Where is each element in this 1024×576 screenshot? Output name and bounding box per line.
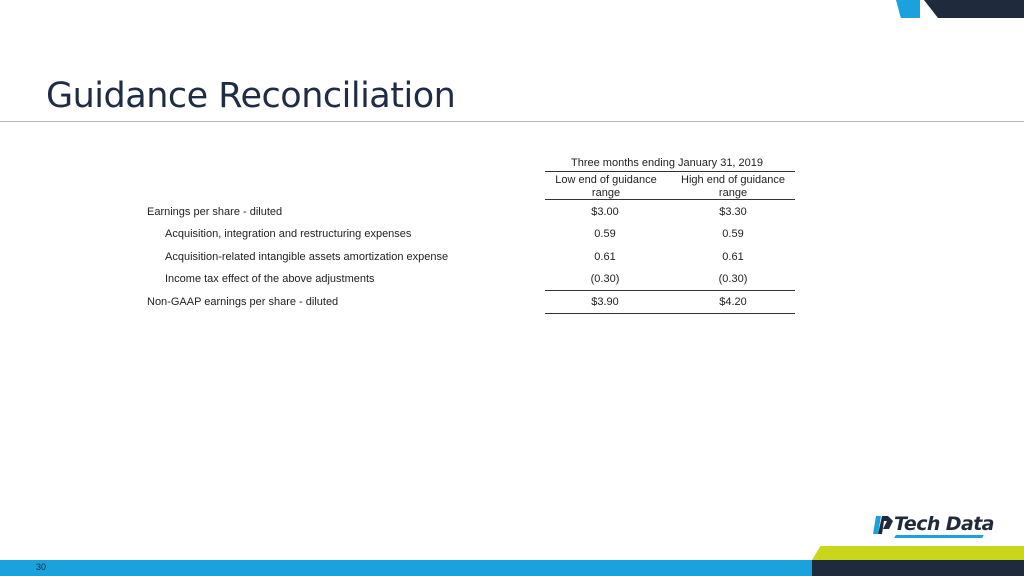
row-high-non-gaap-eps: $4.20 [719, 296, 747, 308]
column-header-rule [545, 199, 795, 200]
row-high-acquisition-expenses: 0.59 [722, 228, 744, 240]
row-label-income-tax-effect: Income tax effect of the above adjustments [165, 273, 375, 285]
row-label-eps-diluted: Earnings per share - diluted [147, 206, 283, 218]
tech-data-logo-icon [873, 516, 893, 534]
row-low-eps-diluted: $3.00 [591, 206, 619, 218]
total-rule [545, 313, 795, 314]
row-high-amortization-expense: 0.61 [722, 251, 744, 263]
row-label-acquisition-expenses: Acquisition, integration and restructuring expenses [165, 228, 412, 240]
page-number: 30 [36, 562, 47, 572]
row-low-acquisition-expenses: 0.59 [594, 228, 616, 240]
footer-accent-navy [812, 560, 1024, 576]
row-high-eps-diluted: $3.30 [719, 206, 747, 218]
footer-accent-green [812, 546, 1024, 560]
row-label-amortization-expense: Acquisition-related intangible assets amortization expense [165, 251, 449, 263]
title-divider [0, 121, 1024, 122]
column-header-high: High end of guidance range [681, 174, 785, 199]
top-accent-cyan [896, 0, 920, 18]
logo-swoosh [894, 535, 984, 538]
period-header: Three months ending January 31, 2019 [571, 157, 764, 169]
column-header-low: Low end of guidance range [555, 174, 657, 199]
row-label-non-gaap-eps: Non-GAAP earnings per share - diluted [147, 296, 339, 308]
subtotal-rule [545, 290, 795, 291]
row-low-income-tax-effect: (0.30) [590, 273, 620, 285]
logo-text: Tech Data [894, 513, 994, 535]
row-high-income-tax-effect: (0.30) [718, 273, 748, 285]
top-accent-navy [924, 0, 1024, 18]
header-rule [545, 171, 795, 172]
slide-title: Guidance Reconciliation [46, 76, 456, 116]
row-low-amortization-expense: 0.61 [594, 251, 616, 263]
row-low-non-gaap-eps: $3.90 [591, 296, 619, 308]
tech-data-logo [873, 513, 994, 539]
